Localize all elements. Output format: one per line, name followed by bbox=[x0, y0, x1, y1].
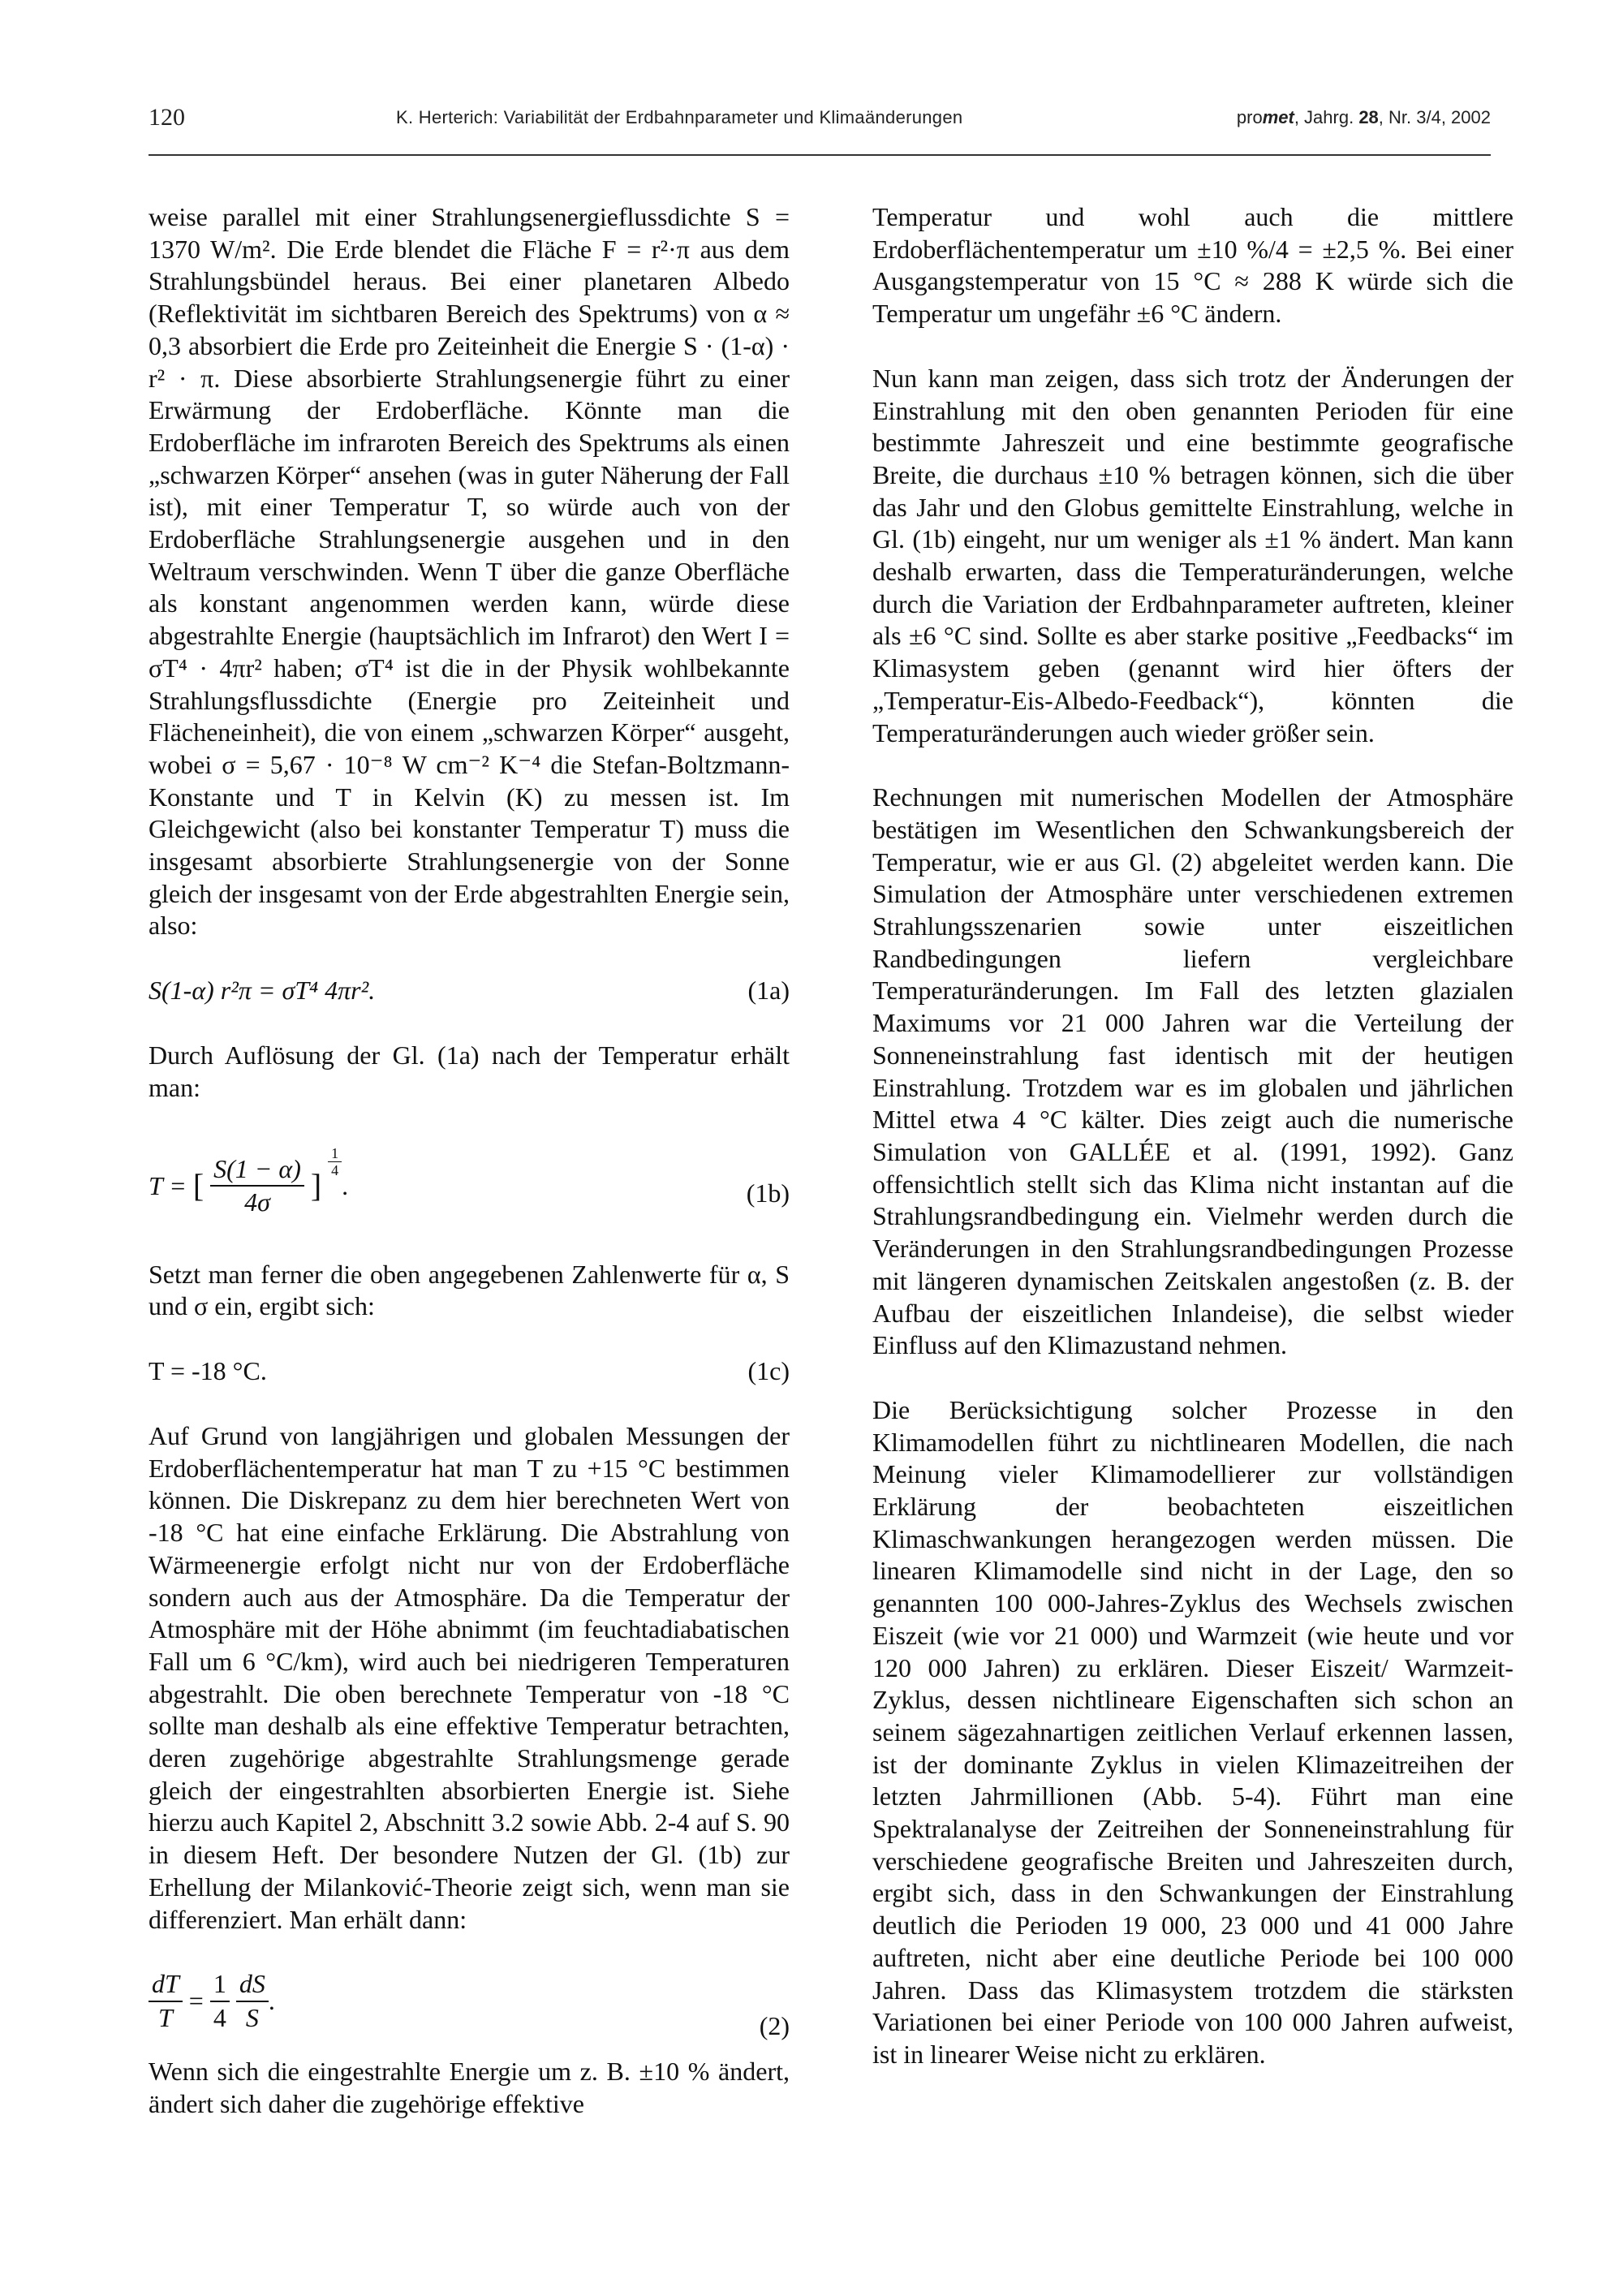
equation-1b-lhs: T = bbox=[149, 1170, 187, 1200]
paragraph: weise parallel mit einer Strahlungsenergieflussdichte S = 1370 W/m². Die Erde blendet die Fläche F = r²·π aus dem Strahlungsbündel heraus. Bei einer planetaren Albedo (Reflektivität im sichtbaren Bereich des Spektrums) von α ≈ 0,3 absorbiert die Erde pro Zeiteinheit die Energie S · (1-α) · r² · π. Diese absorbierte Strahlungsenergie führt zu einer Erwärmung der Erdoberfläche. Könnte man die Erdoberfläche im infraroten Bereich des Spektrums als einen „schwarzen Körper“ ansehen (was in guter Näherung der Fall ist), mit einer Temperatur T, so würde auch von der Erdoberfläche Strahlungsenergie ausgehen und in den Weltraum verschwinden. Wenn T über die ganze Oberfläche als konstant angenommen werden kann, würde diese abgestrahlte Energie (hauptsächlich im Infrarot) den Wert I = σT⁴ · 4πr² haben; σT⁴ ist die in der Physik wohlbekannte Strahlungsflussdichte (Energie pro Zeiteinheit und Flächeneinheit), die von einem „schwarzen Körper“ ausgeht, wobei σ = 5,67 · 10⁻⁸ W cm⁻² K⁻⁴ die Stefan-Boltzmann-Konstante und T in Kelvin (K) zu messen ist. Im Gleichgewicht (also bei konstanter Temperatur T) muss die insgesamt absorbierte Strahlungsenergie von der Sonne gleich der insgesamt von der Erde abgestrahlten Energie sein, also: bbox=[149, 202, 790, 941]
page-header bbox=[149, 104, 1491, 136]
equation-1c-body: T = -18 °C. bbox=[149, 1355, 267, 1385]
equation-1b-exp-denominator: 4 bbox=[331, 1161, 339, 1178]
equation-2-rhs bbox=[236, 1968, 269, 2034]
equation-1a-label: (1a) bbox=[747, 976, 790, 1006]
page-number: 120 bbox=[149, 104, 185, 131]
left-column bbox=[149, 201, 790, 2153]
equation-2-one: 1 bbox=[210, 1968, 230, 2002]
paragraph: Nun kann man zeigen, dass sich trotz der Änderungen der Einstrahlung mit den oben genannten Perioden für eine bestimmte Jahreszeit und eine bestimmte geografische Breite, die durchaus ±10 % betragen können, sich die über das Jahr und den Globus gemittelte Einstrahlung, welche in Gl. (1b) eingeht, nur um weniger als ±1 % ändert. Man kann deshalb erwarten, dass die Temperaturänderungen, welche durch die Variation der Erdbahnparameter auftreten, kleiner als ±6 °C sind. Sollte es aber starke positive „Feedbacks“ im Klimasystem geben (genannt wird hier öfters der „Temperatur-Eis-Albedo-Feedback“), könnten die Temperaturänderungen auch wieder größer sein. bbox=[872, 363, 1513, 747]
paragraph: Durch Auflösung der Gl. (1a) nach der Temperatur erhält man: bbox=[149, 1040, 790, 1102]
right-column bbox=[872, 201, 1513, 2104]
paragraph: Auf Grund von langjährigen und globalen Messungen der Erdoberflächentemperatur hat man T zu +15 °C bestimmen können. Die Diskrepanz zu dem hier berechneten Wert von -18 °C hat eine einfache Erklärung. Die Abstrahlung von Wärmeenergie erfolgt nicht nur von der Erdoberfläche sondern auch aus der Atmosphäre. Da die Temperatur der Atmosphäre mit der Höhe abnimmt (im feuchtadiabatischen Fall um 6 °C/km), wird auch bei niedrigeren Temperaturen abgestrahlt. Die oben berechnete Temperatur von -18 °C sollte man deshalb als eine effektive Temperatur betrachten, deren zugehörige abgestrahlte Strahlungsmenge gerade gleich der eingestrahlten absorbierten Energie ist. Siehe hierzu auch Kapitel 2, Abschnitt 3.2 sowie Abb. 2-4 auf S. 90 in diesem Heft. Der besondere Nutzen der Gl. (1b) zur Erhellung der Milanković-Theorie zeigt sich, wenn man sie differenziert. Man erhält dann: bbox=[149, 1420, 790, 1934]
equation-2-four: 4 bbox=[213, 2002, 226, 2032]
running-title: K. Herterich: Variabilität der Erdbahnparameter und Klimaänderungen bbox=[396, 107, 963, 127]
paragraph: Temperatur und wohl auch die mittlere Erdoberflächentemperatur um ±10 %/4 = ±2,5 %. Bei einer Ausgangstemperatur von 15 °C ≈ 288 K würde sich die Temperatur um ungefähr ±6 °C ändern. bbox=[872, 202, 1513, 329]
equation-1b-label: (1b) bbox=[746, 1178, 790, 1208]
header-rule bbox=[149, 154, 1491, 156]
paragraph: Wenn sich die eingestrahlte Energie um z. B. ±10 % ändert, ändert sich daher die zugehörige effektive bbox=[149, 2057, 790, 2118]
equation-1b-fraction bbox=[210, 1153, 304, 1219]
equation-2-S: S bbox=[245, 2002, 259, 2032]
equation-2-label: (2) bbox=[759, 2011, 790, 2041]
journal-name-met: met bbox=[1262, 107, 1294, 127]
equation-2-dS: dS bbox=[236, 1968, 269, 2002]
journal-name-pro: pro bbox=[1236, 107, 1263, 127]
journal-volume: 28 bbox=[1358, 107, 1379, 127]
journal-citation bbox=[1237, 107, 1491, 128]
equation-2-lhs bbox=[149, 1968, 183, 2034]
equation-1b-exp-numerator: 1 bbox=[328, 1145, 342, 1162]
equation-1b-exponent bbox=[328, 1145, 342, 1178]
equation-1a-body: S(1-α) r²π = σT⁴ 4πr². bbox=[149, 976, 376, 1006]
equation-1a bbox=[149, 975, 790, 1007]
equation-1b: T = [ $\frac{S(1 - \alpha)}{4\sigma}$ ] $\frac{1}{4}$ . (1b) bbox=[149, 1137, 790, 1226]
equation-1c bbox=[149, 1355, 790, 1388]
equation-1b-numerator: S(1 − α) bbox=[210, 1153, 304, 1187]
paragraph: Setzt man ferner die oben angegebenen Zahlenwerte für α, S und σ ein, ergibt sich: bbox=[149, 1259, 790, 1321]
equation-2-quarter bbox=[210, 1968, 230, 2034]
equation-2-T: T bbox=[158, 2002, 173, 2032]
journal-year: , Jahrg. bbox=[1294, 107, 1359, 127]
equation-1c-label: (1c) bbox=[747, 1355, 790, 1385]
paragraph: Die Berücksichtigung solcher Prozesse in den Klimamodellen führt zu nichtlinearen Modellen, die nach Meinung vieler Klimamodellierer zur vollständigen Erklärung der beobachteten eiszeitlichen Klimaschwankungen herangezogen werden müssen. Die linearen Klimamodelle sind nicht in der Lage, den so genannten 100 000-Jahres-Zyklus des Wechsels zwischen Eiszeit (wie vor 21 000) und Warmzeit (wie heute und vor 120 000 Jahren) zu erklären. Dieser Eiszeit/ Warmzeit-Zyklus, dessen nichtlineare Eigenschaften sich schon an seinem sägezahnartigen zeitlichen Verlauf erkennen lassen, ist der dominante Zyklus in vielen Klimazeitreihen der letzten Jahrmillionen (Abb. 5-4). Führt man eine Spektralanalyse der Zeitreihen der Sonneneinstrahlung für verschiedene geografische Breiten und Jahreszeiten durch, ergibt sich, dass in den Schwankungen der Einstrahlung deutlich die Perioden 19 000, 23 000 und 41 000 Jahre auftreten, nicht aber eine deutliche Periode bei 100 000 Jahren. Dass das Klimasystem trotzdem die stärksten Variationen bei einer Periode von 100 000 Jahren aufweist, ist in linearer Weise nicht zu erklären. bbox=[872, 1394, 1513, 2069]
equation-2-dT: dT bbox=[149, 1968, 183, 2002]
journal-issue: , Nr. 3/4, 2002 bbox=[1378, 107, 1491, 127]
equation-2: $\frac{dT}{T}$ = $\frac{1}{4}$ $\frac{dS}{S}$ . (2) bbox=[149, 1968, 790, 2049]
equation-1b-denominator: 4σ bbox=[244, 1187, 270, 1217]
paragraph: Rechnungen mit numerischen Modellen der Atmosphäre bestätigen im Wesentlichen den Schwankungsbereich der Temperatur, wie er aus Gl. (2) abgeleitet werden kann. Die Simulation der Atmosphäre unter verschiedenen extremen Strahlungsszenarien sowie unter eiszeitlichen Randbedingungen liefern vergleichbare Temperaturänderungen. Im Fall des letzten glazialen Maximums vor 21 000 Jahren war die Verteilung der Sonneneinstrahlung fast identisch mit der heutigen Einstrahlung. Trotzdem war es im globalen und jährlichen Mittel etwa 4 °C kälter. Dies zeigt auch die numerische Simulation von GALLÉE et al. (1991, 1992). Ganz offensichtlich stellt sich das Klima nicht instantan auf die Strahlungsrandbedingung ein. Vielmehr werden durch die Veränderungen in den Strahlungsrandbedingungen Prozesse mit längeren dynamischen Zeitskalen angestoßen (z. B. der Aufbau der eiszeitlichen Inlandeise), die selbst wieder Einfluss auf den Klimazustand nehmen. bbox=[872, 782, 1513, 1360]
